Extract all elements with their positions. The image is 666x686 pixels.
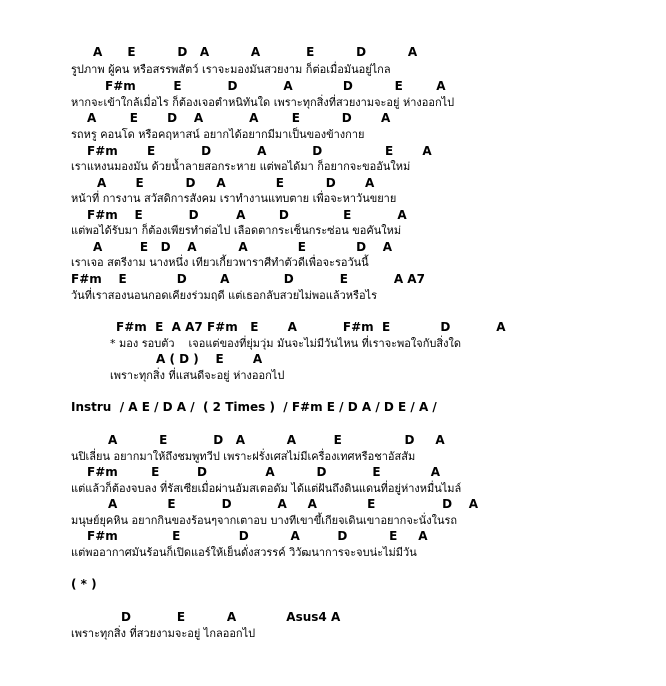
chord-line: A E D A A E D A: [93, 45, 418, 59]
lyric-line: หน้าที่ การงาน สวัสดิการสังคม เราทำงานแทบตาย เพื่อจะหาวันขยาย: [71, 192, 397, 205]
lyric-line: เราแหงนมองมัน ด้วยน้ำลายสอกระหาย แต่พอได้มา ก็อยากจะขออันใหม่: [71, 160, 411, 173]
lyric-line: แต่พอได้รับมา ก็ต้องเพียรทำต่อไป เลือดตากระเซ็นกระซ่อน ขอคันใหม่: [71, 224, 402, 237]
chord-line: F#m E D A D E A: [105, 79, 446, 93]
chord-line: A E D A A E D A: [108, 497, 479, 511]
lyric-line: รูปภาพ ผู้คน หรือสรรพสัตว์ เราจะมองมันสวยงาม ก็ต่อเมื่อมันอยู่ไกล: [71, 63, 391, 76]
lyric-line: * มอง รอบตัว เจอแต่ของที่ยุ่มวุ่ม มันจะไม่มีวันไหน ที่เราจะพอใจกับสิ่งใด: [110, 337, 461, 350]
lyric-line: เพราะทุกสิ่ง ที่สวยงามจะอยู่ ไกลออกไป: [71, 627, 256, 640]
lyric-line: นปิเลี่ยน อยากมาให้ถึงชมพูทวีป เพราะฝรั่งเศสไม่มีเครื่องเทศหรือชาอัสสัม: [71, 450, 416, 463]
instrumental-line: Instru / A E / D A / ( 2 Times ) / F#m E / D A / D E / A /: [71, 400, 437, 414]
chord-line: D E A Asus4 A: [121, 610, 341, 624]
chord-line: F#m E D A D E A: [87, 144, 432, 158]
lyric-line: แต่แล้วก็ต้องจบลง ที่รัสเซียเมื่อผ่านอัมสเตอดัม ได้แต่ฝันถึงดินแดนที่อยู่ห่างหมื่นไมล์: [71, 482, 462, 495]
chord-line: A E D A A E D A: [93, 240, 393, 254]
lyric-line: รถหรู คอนโด หรือคฤหาสน์ อยากได้อยากมีมาเป็นของข้างกาย: [71, 128, 365, 141]
lyric-line: หากจะเข้าใกล้เมื่อไร ก็ต้องเจอตำหนิทันใด เพราะทุกสิ่งที่สวยงามจะอยู่ ห่างออกไป: [71, 96, 455, 109]
lyric-line: เพราะทุกสิ่ง ที่แสนดีจะอยู่ ห่างออกไป: [110, 369, 285, 382]
lyric-line: มนุษย์ยุคหิน อยากกินของร้อนๆจากเตาอบ บางทีเขาขึ้เกียจเดินเขาอยากจะนั่งในรถ: [71, 514, 458, 527]
chord-line: F#m E D A D E A: [87, 208, 407, 222]
lyric-line: เราเจอ สตรีงาม นางหนึ่ง เทียวเกี้ยวพาราศีทำตัวดีเพื่อจะรอวันนี้: [71, 256, 369, 269]
chord-line: F#m E D A D E A: [87, 529, 428, 543]
chord-line: A ( D ) E A: [156, 352, 263, 366]
chord-line: A E D A A E D A: [87, 111, 391, 125]
chord-line: F#m E A A7 F#m E A F#m E D A: [116, 320, 506, 334]
chorus-repeat-marker: ( * ): [71, 577, 97, 591]
lyric-line: แต่พออากาศมันร้อนก็เปิดแอร์ให้เย็นดั่งสวรรค์ วิวัฒนาการจะจบน่ะไม่มีวัน: [71, 546, 417, 559]
chord-line: A E D A A E D A: [108, 433, 445, 447]
chord-line: F#m E D A D E A A7: [71, 272, 425, 286]
chord-line: A E D A E D A: [97, 176, 375, 190]
chord-line: F#m E D A D E A: [87, 465, 441, 479]
lyric-line: วันที่เราสองนอนกอดเคียงร่วมฤดี แต่เธอกลับสวยไม่พอแล้วหรือไร: [71, 289, 377, 302]
